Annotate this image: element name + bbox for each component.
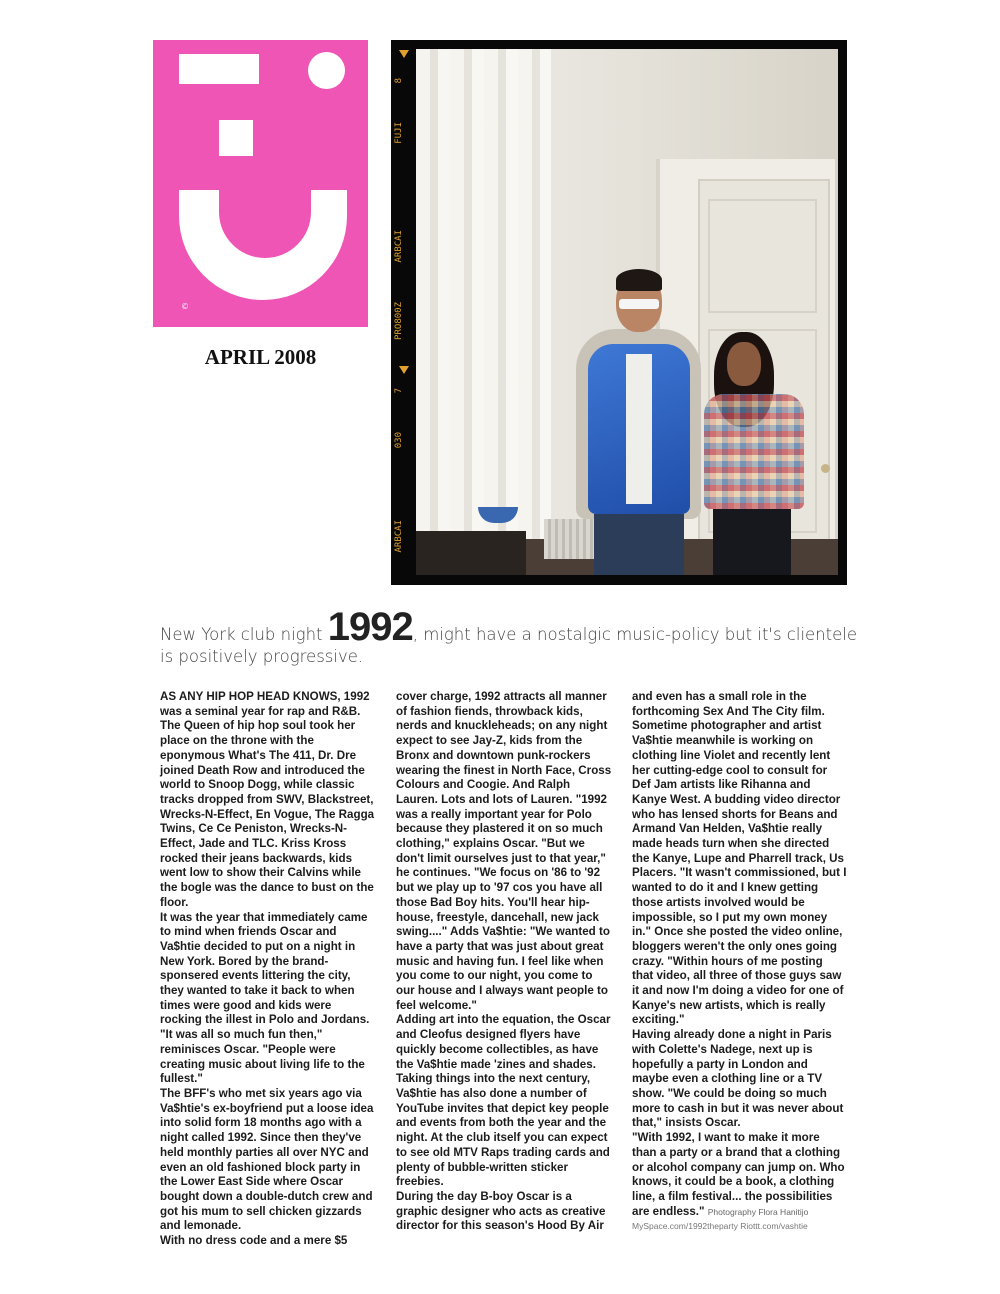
film-mark: 030 <box>394 432 404 449</box>
film-mark: 8 <box>394 78 404 84</box>
logo-dot <box>308 52 345 89</box>
radiator <box>544 519 596 559</box>
article-column-3 <box>632 690 847 1234</box>
paragraph <box>632 1131 847 1219</box>
door-knob <box>821 464 830 473</box>
id-magazine-logo <box>153 40 368 327</box>
paragraph: AS ANY HIP HOP HEAD KNOWS, 1992 was a seminal year for rap and R&B. The Queen of hip hop soul took her place on the throne with the eponymous What's The 411, Dr. Dre joined Death Row and introduced the world to Snoop Dogg, while classic tracks dropped from SWV, Blackstreet, Wrecks-N-Effect, En Vogue, The Ragga Twins, Ce Ce Peniston, Wrecks-N-Effect, Jade and TLC. Kriss Kross rocked their jeans backwards, kids went low to show their Calvins while the bogle was the dance to bust on the floor. <box>160 690 375 909</box>
paragraph: It was the year that immediately came to mind when friends Oscar and Va$htie decided to put on a night in New York. Bored by the brand-sponsered events littering the city, they wanted to take it back to when times were good and kids were rocking the illest in Polo and Jordans. "It was all so much fun then," reminisces Oscar. "People were creating music about living life to the fullest." <box>160 910 370 1086</box>
film-mark: ARBCAI <box>394 520 404 553</box>
paragraph: During the day B-boy Oscar is a graphic designer who acts as creative director for this season's Hood By Air <box>396 1189 606 1233</box>
article-headline <box>160 605 860 668</box>
sunglasses <box>619 299 659 309</box>
film-mark: PRO800Z <box>394 302 404 340</box>
side-table <box>416 531 526 575</box>
logo-bar <box>179 54 259 84</box>
man-jeans <box>594 514 684 575</box>
issue-date: APRIL 2008 <box>204 345 317 369</box>
curtain <box>416 49 551 575</box>
headline-pre: New York club night <box>160 625 328 644</box>
photo-credit: Photography Flora Hanitijo <box>707 1206 809 1217</box>
film-mark: ARBCAI <box>394 230 404 263</box>
headline-1992: 1992 <box>327 605 413 649</box>
film-mark: 7 <box>394 388 404 394</box>
paragraph: The BFF's who met six years ago via Va$htie's ex-boyfriend put a loose idea into solid form 18 months ago with a night called 1992. Since then they've held monthly parties all over NYC and even an old fashioned block party in the Lower East Side where Oscar bought down a double-dutch crew and got his mum to sell chicken gizzards and lemonade. <box>160 1086 374 1233</box>
woman-plaid-shirt <box>704 394 804 509</box>
article-column-1 <box>160 690 375 1249</box>
logo-square <box>219 120 253 156</box>
woman-jeans <box>713 509 791 575</box>
paragraph: and even has a small role in the forthcoming Sex And The City film. Sometime photographer and artist Va$htie meanwhile is working on clothing line Violet and recently lent her cutting-edge cool to consult for Def Jam artists like Rihanna and Kanye West. A budding video director who has lensed shorts for Beans and Armand Van Helden, Va$htie really made heads turn when she directed the Kanye, Lupe and Pharrell track, Us Placers. "It wasn't commissioned, but I wanted to do it and I knew getting those artists involved would be impossible, so I put my own money in." Once she posted the video online, bloggers weren't the only ones going crazy. "Within hours of me posting that video, all three of those guys saw it and now I'm doing a video for one of Kanye's new artists, which is really exciting." <box>632 690 847 1027</box>
paragraph: With no dress code and a mere $5 <box>160 1234 348 1248</box>
article-column-2 <box>396 690 614 1234</box>
logo-copyright: © <box>181 302 189 311</box>
paragraph: cover charge, 1992 attracts all manner of fashion fiends, throwback kids, nerds and knuckleheads; on any night expect to see Jay-Z, kids from the Bronx and downtown punk-rockers wearing the finest in North Face, Cross Colours and Coogie. And Ralph Lauren. Lots and lots of Lauren. "1992 was a really important year for Polo because they plastered it on so much clothing," explains Oscar. "But we don't limit ourselves just to that year," he continues. "We focus on '86 to '92 but we play up to '97 cos you have all those Bad Boy hits. You'll hear hip-house, freestyle, dancehall, new jack swing...." Adds Va$htie: "We wanted to have a party that was just about great music and having fun. I feel like when you come to our night, you come to our house and I always want people to feel welcome." <box>396 690 612 1012</box>
article-urls: MySpace.com/1992theparty Riottt.com/vashtie <box>632 1221 808 1232</box>
headline-post: , might have a nostalgic music-policy but it's clientele is positively progressive. <box>160 625 857 666</box>
photo-scene <box>416 49 838 575</box>
paragraph: Having already done a night in Paris with Colette's Nadege, next up is hopefully a party in London and maybe even a clothing line or a TV show. "We could be doing so much more to cash in but it was never about that," insists Oscar. <box>632 1028 844 1130</box>
closing-quote: "With 1992, I want to make it more than a party or a brand that a clothing or alcohol company can jump on. Who knows, it could be a book, a clothing line, a film festival... the possibilities are endless." <box>632 1131 845 1218</box>
film-arrow-icon <box>399 366 409 374</box>
article-photo <box>391 40 847 585</box>
film-mark: FUJI <box>394 122 404 144</box>
film-arrow-icon <box>399 50 409 58</box>
paragraph: Adding art into the equation, the Oscar and Cleofus designed flyers have quickly become collectibles, as have the Va$htie made 'zines and shades. Taking things into the next century, Va$htie has also done a number of YouTube invites that depict key people and events from both the year and the night. At the club itself you can expect to see old MTV Raps trading cards and plenty of bubble-written sticker freebies. <box>396 1013 611 1189</box>
woman-face <box>727 342 761 386</box>
